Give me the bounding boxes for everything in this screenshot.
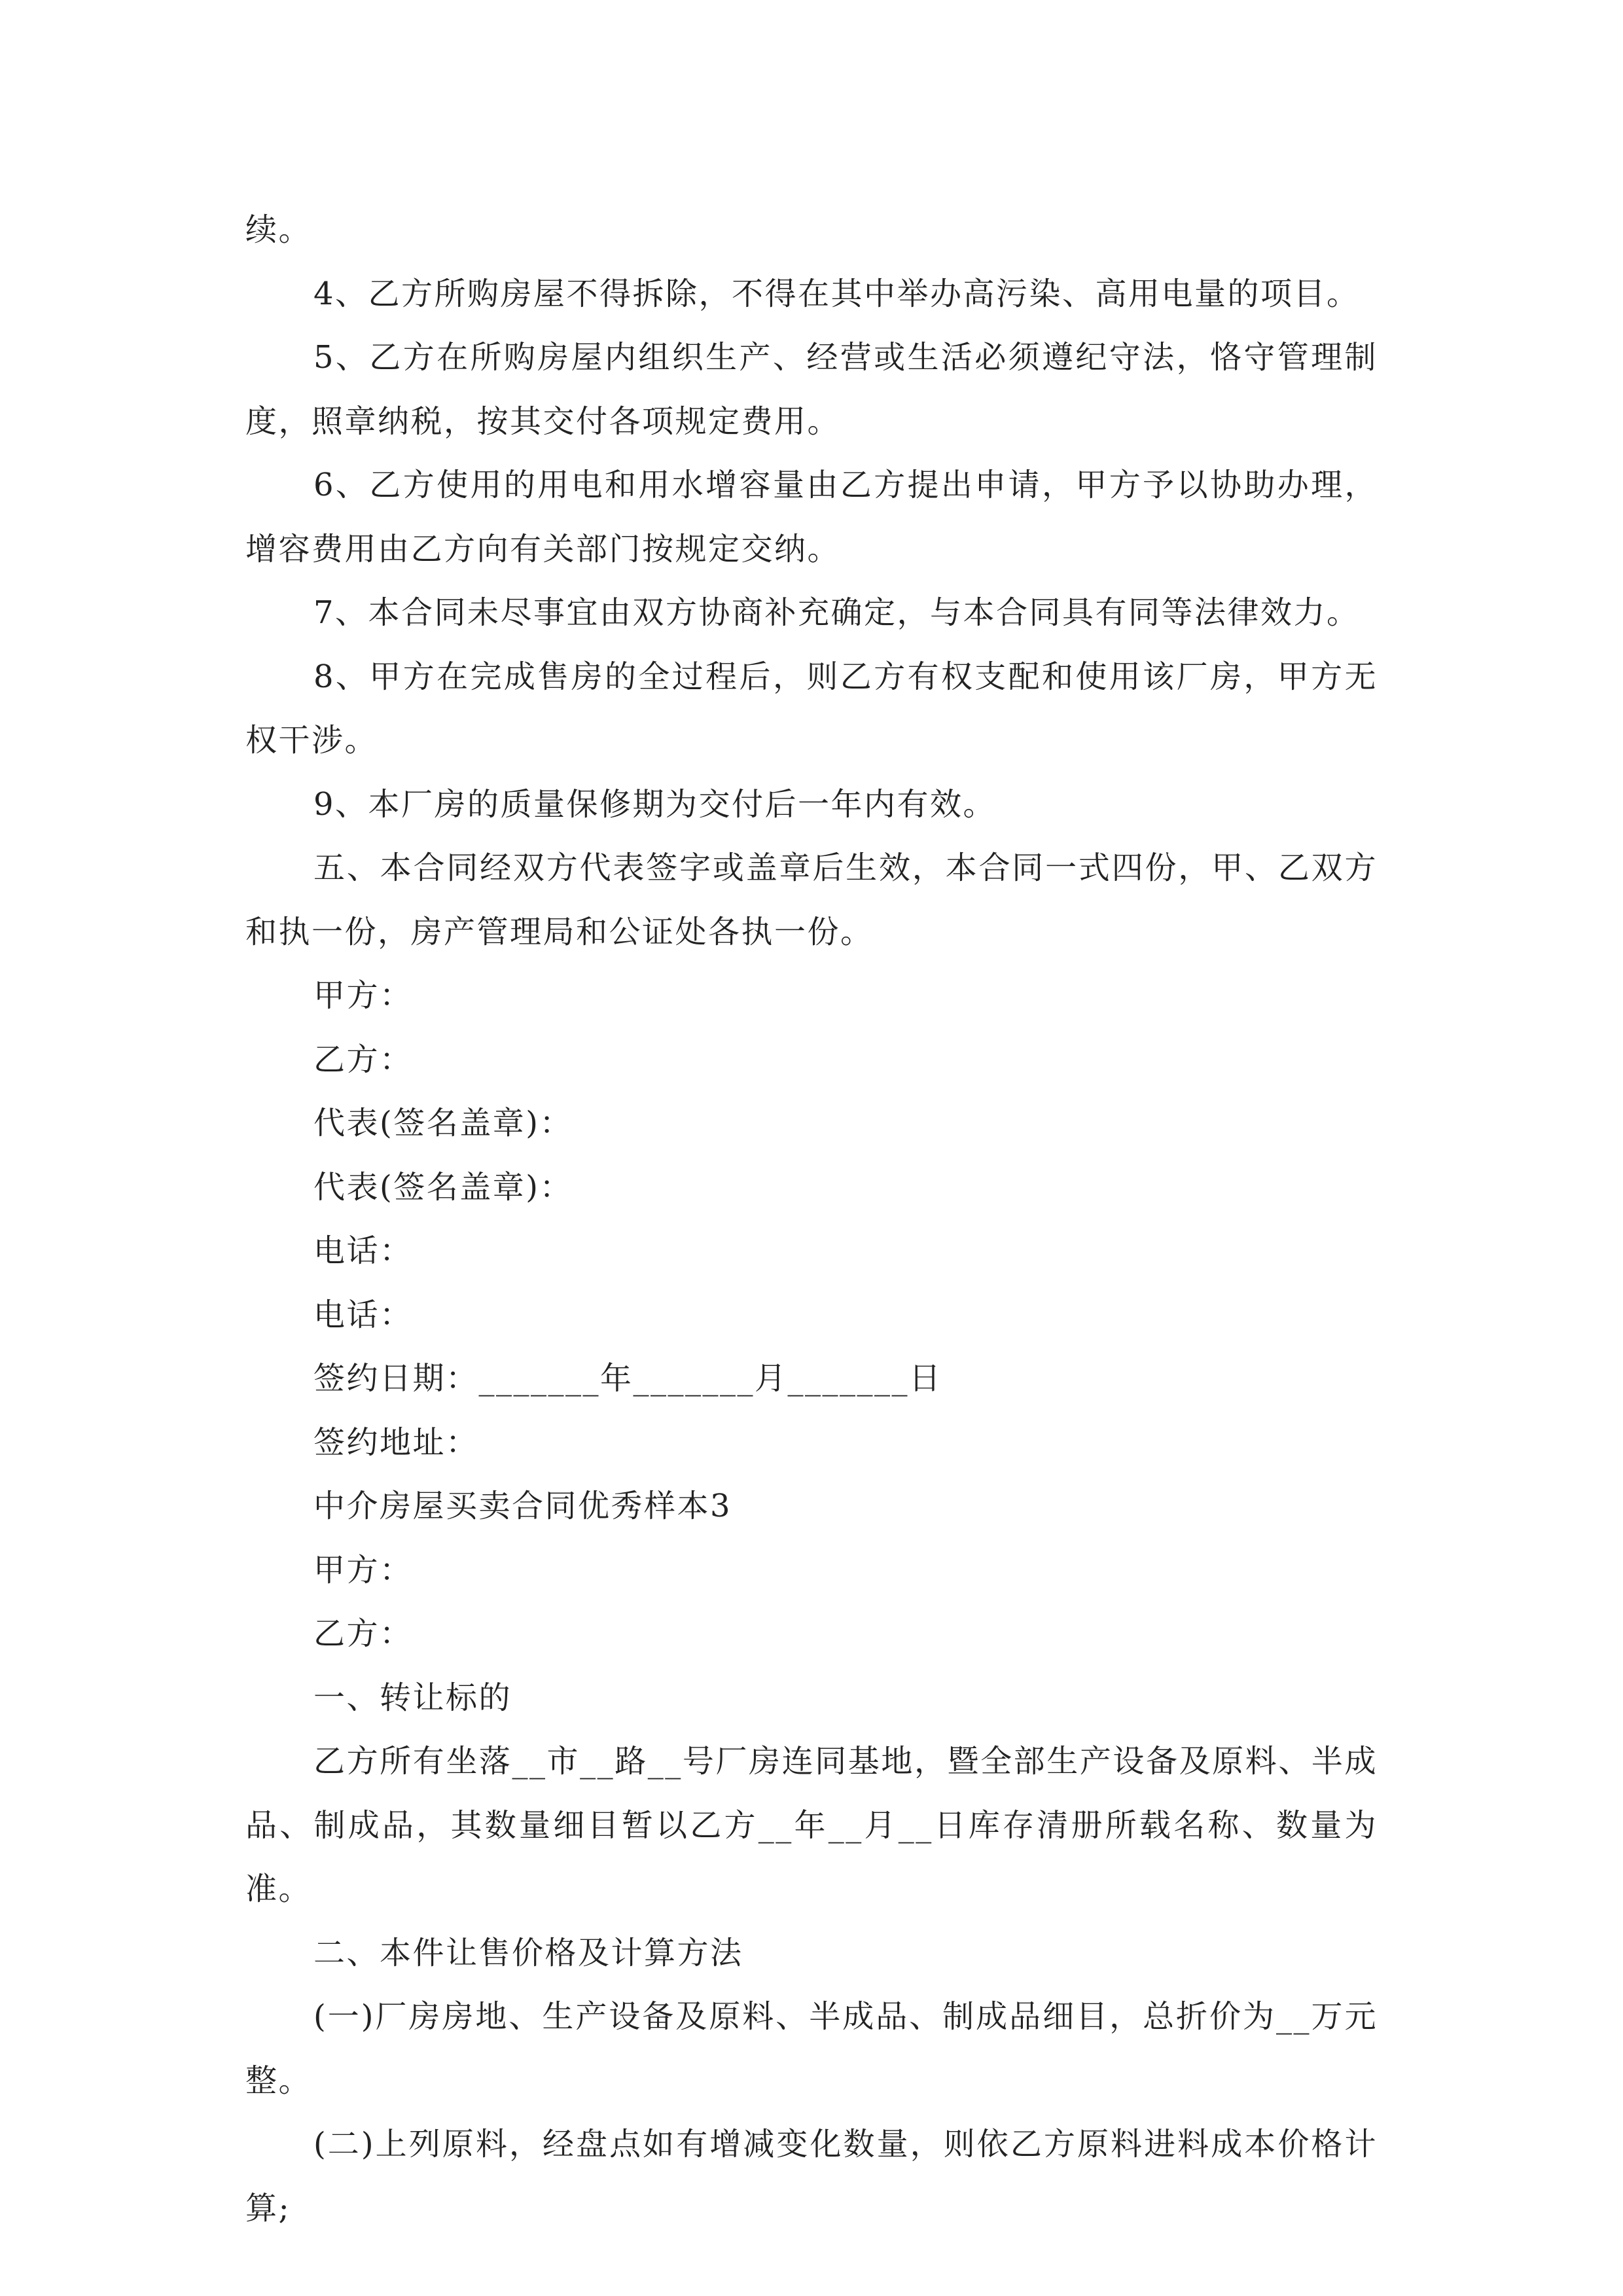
paragraph-clause-5: 5、乙方在所购房屋内组织生产、经营或生活必须遵纪守法，恪守管理制度，照章纳税，按其交付各项规定费用。 [245,339,1378,440]
section-1-heading: 一、转让标的 [313,1679,512,1716]
paragraph-section-5: 五、本合同经双方代表签字或盖章后生效，本合同一式四份，甲、乙双方和执一份，房产管理局和公证处各执一份。 [245,850,1378,950]
phone-a-label: 电话： [313,1232,413,1269]
paragraph-clause-4: 4、乙方所购房屋不得拆除，不得在其中举办高污染、高用电量的项目。 [313,275,1360,312]
document-body [245,198,1378,2240]
paragraph-continuation: 续。 [245,211,312,248]
paragraph-clause-8: 8、甲方在完成售房的全过程后，则乙方有权支配和使用该厂房，甲方无权干涉。 [245,658,1378,759]
signing-address-label: 签约地址： [313,1424,479,1461]
representative-a-label: 代表(签名盖章)： [313,1105,573,1141]
paragraph-clause-6: 6、乙方使用的用电和用水增容量由乙方提出申请，甲方予以协助办理，增容费用由乙方向有关部门按规定交纳。 [245,467,1378,567]
party-b-label: 乙方： [313,1041,413,1078]
sample-3-party-b-label: 乙方： [313,1615,413,1652]
paragraph-clause-7: 7、本合同未尽事宜由双方协商补充确定，与本合同具有同等法律效力。 [313,594,1360,631]
representative-b-label: 代表(签名盖章)： [313,1168,573,1206]
section-2-heading: 二、本件让售价格及计算方法 [313,1934,743,1971]
section-2-item-1: (一)厂房房地、生产设备及原料、半成品、制成品细目，总折价为__万元整。 [245,1998,1378,2099]
signing-date-line: 签约日期：_______年_______月_______日 [313,1360,942,1397]
phone-b-label: 电话： [313,1296,413,1333]
sample-3-party-a-label: 甲方： [313,1551,413,1588]
section-2-item-2: (二)上列原料，经盘点如有增减变化数量，则依乙方原料进料成本价格计算; [245,2126,1378,2227]
section-1-body: 乙方所有坐落__市__路__号厂房连同基地，暨全部生产设备及原料、半成品、制成品，其数量细目暂以乙方__年__月__日库存清册所载名称、数量为准。 [245,1743,1378,1907]
paragraph-clause-9: 9、本厂房的质量保修期为交付后一年内有效。 [313,785,997,823]
sample-3-title: 中介房屋买卖合同优秀样本3 [313,1488,732,1524]
party-a-label: 甲方： [313,977,413,1014]
